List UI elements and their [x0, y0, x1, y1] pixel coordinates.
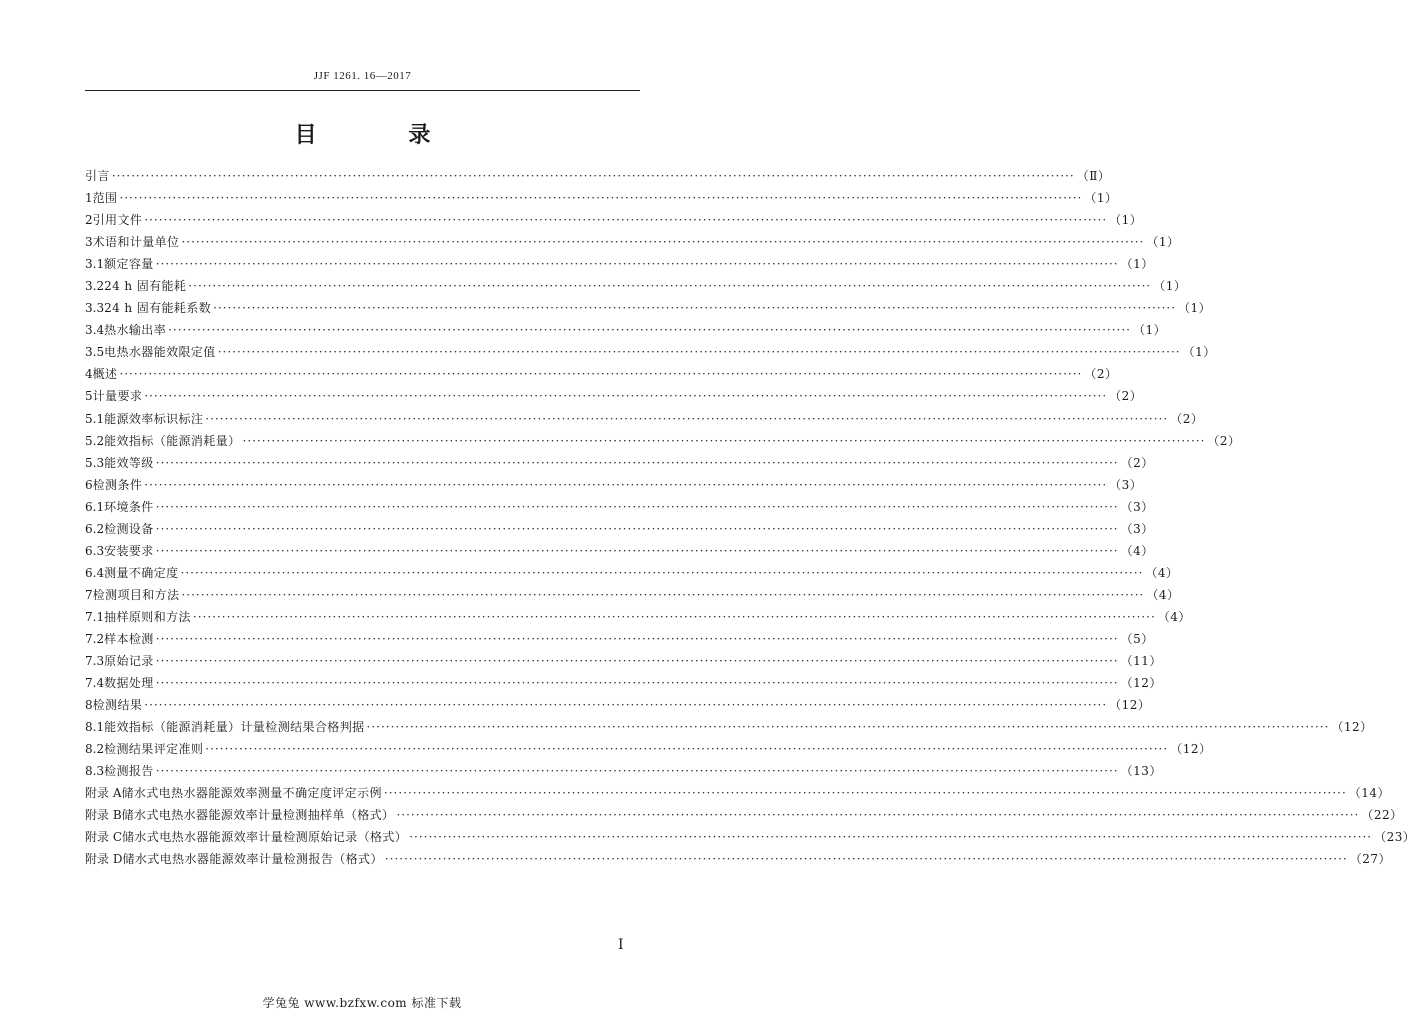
toc-entry[interactable] — [85, 564, 1179, 586]
toc-entry-page: （12） — [1170, 742, 1212, 757]
toc-entry-page: （13） — [1120, 764, 1162, 779]
toc-leader-dots: ········································································································································································································ — [155, 499, 1119, 514]
toc-entry-page: （5） — [1120, 631, 1154, 646]
toc-entry-number: 5.1 — [85, 411, 105, 426]
toc-entry-label: 额定容量 — [104, 257, 154, 272]
toc-entry-label: 电热水器能效限定值 — [104, 345, 216, 360]
toc-entry-page: （4） — [1145, 565, 1179, 580]
toc-leader-dots: ········································································································································································································ — [155, 521, 1119, 536]
toc-entry-page: （3） — [1109, 477, 1143, 492]
toc-entry-label: 引用文件 — [92, 213, 143, 228]
toc-entry[interactable] — [85, 476, 1143, 498]
toc-entry-number: 7.3 — [85, 654, 105, 669]
toc-entry-page: （Ⅱ） — [1076, 169, 1111, 183]
toc-entry-label: 储水式电热水器能源效率测量不确定度评定示例 — [121, 786, 382, 801]
toc-entry-number: 7.2 — [85, 631, 105, 646]
toc-entry-page: （1） — [1153, 279, 1187, 294]
toc-entry[interactable] — [85, 387, 1143, 409]
toc-entry-page: （12） — [1109, 698, 1151, 713]
toc-entry-label: 24 h 固有能耗系数 — [104, 301, 212, 316]
toc-entry-number: 5.2 — [85, 433, 105, 448]
toc-leader-dots: ········································································································································································································ — [205, 742, 1169, 757]
toc-entry-number: 6 — [85, 477, 93, 492]
toc-entry-page: （2） — [1207, 433, 1241, 448]
toc-entry-label: 数据处理 — [104, 676, 154, 691]
toc-entry-number: 4 — [85, 367, 93, 382]
toc-entry-label: 能源效率标识标注 — [104, 411, 204, 426]
toc-entry-number: 8.3 — [85, 764, 105, 779]
toc-entry-page: （1） — [1109, 213, 1143, 228]
toc-entry[interactable] — [85, 828, 1415, 850]
toc-entry[interactable] — [85, 608, 1191, 630]
toc-entry-label: 热水输出率 — [104, 323, 167, 338]
toc-leader-dots: ········································································································································································································ — [242, 433, 1206, 448]
toc-entry[interactable] — [85, 343, 1216, 365]
toc-leader-dots: ········································································································································································································ — [111, 169, 1075, 183]
toc-leader-dots: ········································································································································································································ — [213, 301, 1177, 316]
toc-entry[interactable] — [85, 410, 1204, 432]
toc-entry[interactable] — [85, 762, 1162, 784]
toc-entry[interactable] — [85, 696, 1151, 718]
toc-entry-number: 5 — [85, 389, 93, 404]
toc-entry-number: 3.3 — [85, 301, 105, 316]
toc-entry-number: 8 — [85, 698, 93, 713]
toc-entry-page: （1） — [1084, 191, 1118, 206]
toc-entry-number: 3.5 — [85, 345, 105, 360]
toc-entry[interactable] — [85, 542, 1154, 564]
toc-entry-label: 检测项目和方法 — [92, 587, 180, 602]
toc-entry-label: 计量要求 — [92, 389, 143, 404]
toc-entry-number: 8.2 — [85, 742, 105, 757]
toc-entry-number: 8.1 — [85, 720, 105, 735]
toc-entry-page: （1） — [1120, 257, 1154, 272]
standard-code-header: JJF 1261. 16—2017 — [313, 70, 412, 82]
toc-entry-number: 2 — [85, 213, 93, 228]
toc-entry-number: 7.1 — [85, 609, 105, 624]
toc-entry[interactable] — [85, 454, 1154, 476]
toc-entry[interactable] — [85, 321, 1167, 343]
toc-leader-dots: ········································································································································································································ — [155, 455, 1119, 470]
toc-entry[interactable] — [85, 520, 1154, 542]
toc-entry[interactable] — [85, 652, 1162, 674]
toc-entry[interactable] — [85, 299, 1212, 321]
toc-entry-label: 检测条件 — [92, 477, 143, 492]
toc-leader-dots: ········································································································································································································ — [155, 257, 1119, 272]
toc-entry[interactable] — [85, 740, 1212, 762]
toc-entry-page: （14） — [1348, 786, 1391, 801]
toc-entry-page: （1） — [1178, 301, 1212, 316]
toc-leader-dots: ········································································································································································································ — [180, 565, 1144, 580]
toc-leader-dots: ········································································································································································································ — [155, 543, 1119, 558]
toc-entry-page: （3） — [1120, 499, 1154, 514]
toc-entry-page: （1） — [1146, 235, 1180, 250]
toc-leader-dots: ········································································································································································································ — [168, 323, 1131, 338]
toc-entry[interactable] — [85, 189, 1118, 211]
toc-entry-label: 原始记录 — [104, 654, 154, 669]
toc-entry-number: 3.2 — [85, 279, 105, 294]
toc-entry-label: 引言 — [85, 169, 110, 183]
toc-leader-dots: ········································································································································································································ — [409, 830, 1373, 845]
toc-entry[interactable] — [85, 211, 1143, 233]
toc-entry-label: 能效等级 — [104, 455, 154, 470]
toc-entry[interactable] — [85, 233, 1180, 255]
toc-leader-dots: ········································································································································································································ — [181, 235, 1145, 250]
toc-entry[interactable] — [85, 255, 1154, 277]
toc-entry-label: 能效指标（能源消耗量）计量检测结果合格判据 — [104, 720, 365, 735]
toc-entry-label: 储水式电热水器能源效率计量检测原始记录（格式） — [122, 830, 408, 845]
toc-entry-label: 储水式电热水器能源效率计量检测报告（格式） — [122, 852, 383, 867]
toc-entry[interactable] — [85, 674, 1162, 696]
toc-leader-dots: ········································································································································································································ — [155, 764, 1119, 779]
toc-entry-page: （1） — [1182, 345, 1216, 360]
toc-leader-dots: ········································································································································································································ — [205, 411, 1169, 426]
toc-entry-page: （4） — [1157, 609, 1191, 624]
toc-entry-page: （12） — [1120, 676, 1162, 691]
toc-entry-number: 3 — [85, 235, 93, 250]
toc-leader-dots: ········································································································································································································ — [144, 389, 1108, 404]
toc-entry-label: 测量不确定度 — [104, 565, 179, 580]
toc-entry-page: （11） — [1120, 654, 1162, 669]
toc-entry-label: 检测报告 — [104, 764, 154, 779]
toc-entry-page: （2） — [1170, 411, 1204, 426]
toc-entry[interactable] — [85, 277, 1187, 299]
toc-leader-dots: ········································································································································································································ — [383, 786, 1347, 801]
toc-entry-number: 6.3 — [85, 543, 105, 558]
toc-entry-number: 附录 C — [85, 830, 122, 845]
toc-entry-number: 附录 B — [85, 808, 122, 823]
toc-leader-dots: ········································································································································································································ — [119, 367, 1083, 382]
toc-entry-number: 3.1 — [85, 257, 105, 272]
toc-entry-page: （3） — [1120, 521, 1154, 536]
toc-entry-number: 6.4 — [85, 565, 105, 580]
toc-leader-dots: ········································································································································································································ — [217, 345, 1181, 360]
toc-entry-page: （4） — [1146, 587, 1180, 602]
toc-entry-label: 检测设备 — [104, 521, 154, 536]
toc-entry-label: 抽样原则和方法 — [104, 609, 191, 624]
toc-entry[interactable] — [85, 586, 1180, 608]
toc-entry-label: 概述 — [92, 367, 118, 382]
toc-entry-label: 环境条件 — [104, 499, 154, 514]
toc-entry[interactable] — [85, 167, 1111, 189]
toc-entry-number: 1 — [85, 191, 93, 206]
toc-entry-page: （2） — [1084, 367, 1118, 382]
page-number: I — [618, 937, 624, 953]
toc-entry-page: （4） — [1120, 543, 1154, 558]
toc-entry-label: 范围 — [92, 191, 118, 206]
toc-leader-dots: ········································································································································································································ — [188, 279, 1152, 294]
toc-leader-dots: ········································································································································································································ — [119, 191, 1083, 206]
toc-entry-number: 附录 D — [85, 852, 123, 867]
toc-entry-number: 7 — [85, 587, 93, 602]
toc-leader-dots: ········································································································································································································ — [144, 698, 1108, 713]
toc-leader-dots: ········································································································································································································ — [144, 477, 1108, 492]
toc-title: 目 录 — [294, 122, 473, 148]
toc-entry-label: 储水式电热水器能源效率计量检测抽样单（格式） — [121, 808, 395, 823]
toc-entry-page: （23） — [1374, 830, 1415, 845]
toc-entry[interactable] — [85, 718, 1373, 740]
toc-entry[interactable] — [85, 850, 1392, 872]
toc-entry-label: 检测结果 — [92, 698, 143, 713]
table-of-contents — [85, 167, 1415, 873]
toc-entry-label: 安装要求 — [104, 543, 154, 558]
toc-leader-dots: ········································································································································································································ — [384, 852, 1348, 867]
toc-leader-dots: ········································································································································································································ — [192, 609, 1156, 624]
toc-entry-page: （12） — [1331, 720, 1373, 735]
toc-entry-page: （1） — [1133, 323, 1167, 338]
toc-entry-page: （2） — [1120, 455, 1154, 470]
toc-leader-dots: ········································································································································································································ — [396, 808, 1360, 823]
footer-watermark-text: 学兔兔 www.bzfxw.com 标准下载 — [262, 996, 462, 1010]
toc-entry-page: （27） — [1349, 852, 1392, 867]
toc-entry-label: 检测结果评定准则 — [104, 742, 204, 757]
toc-entry[interactable] — [85, 498, 1154, 520]
toc-entry-label: 术语和计量单位 — [92, 235, 180, 250]
toc-leader-dots: ········································································································································································································ — [144, 213, 1108, 228]
toc-entry[interactable] — [85, 806, 1403, 828]
toc-entry-number: 7.4 — [85, 676, 105, 691]
toc-entry-number: 6.1 — [85, 499, 105, 514]
toc-entry-number: 6.2 — [85, 521, 105, 536]
toc-entry-label: 样本检测 — [104, 631, 154, 646]
toc-leader-dots: ········································································································································································································ — [155, 631, 1119, 646]
header-rule — [85, 90, 640, 91]
toc-entry[interactable] — [85, 432, 1241, 454]
toc-entry[interactable] — [85, 784, 1391, 806]
toc-entry-number: 3.4 — [85, 323, 105, 338]
toc-entry-number: 5.3 — [85, 455, 105, 470]
toc-entry[interactable] — [85, 365, 1118, 387]
toc-leader-dots: ········································································································································································································ — [155, 654, 1119, 669]
toc-leader-dots: ········································································································································································································ — [181, 587, 1145, 602]
toc-entry-page: （22） — [1361, 808, 1403, 823]
toc-leader-dots: ········································································································································································································ — [155, 676, 1119, 691]
toc-entry-page: （2） — [1109, 389, 1143, 404]
toc-entry-label: 24 h 固有能耗 — [104, 279, 187, 294]
toc-entry[interactable] — [85, 630, 1154, 652]
toc-entry-label: 能效指标（能源消耗量） — [104, 433, 241, 448]
toc-leader-dots: ········································································································································································································ — [366, 720, 1330, 735]
toc-entry-number: 附录 A — [85, 786, 122, 801]
